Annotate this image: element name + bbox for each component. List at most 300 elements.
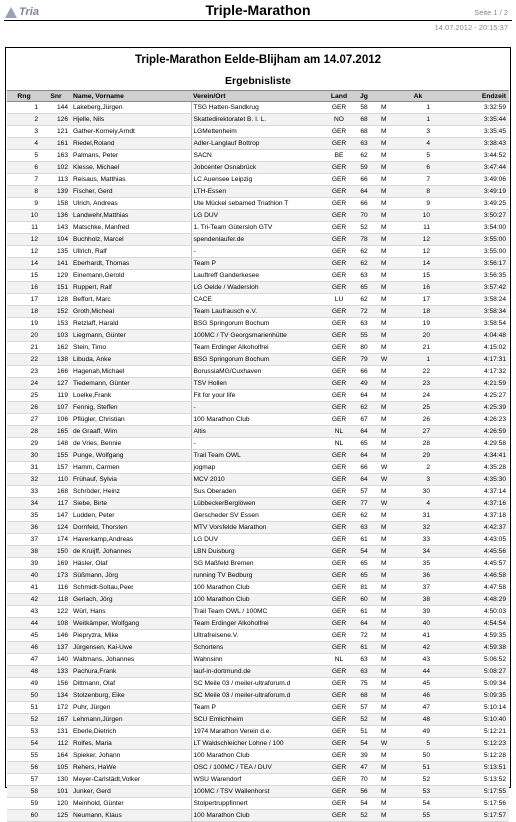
- country-cell: GER: [325, 690, 353, 702]
- club-cell: SC Meile 03 / meiler-ultraforum.d: [191, 690, 325, 702]
- club-cell: Team Erdinger Alkoholfrei: [191, 618, 325, 630]
- club-cell: Gerscheder SV Essen: [191, 510, 325, 522]
- name-cell: Riedel,Roland: [71, 138, 191, 150]
- rank-cell: 29: [7, 438, 41, 450]
- age-class-cell: 41: [403, 630, 433, 642]
- year-cell: 61: [353, 606, 375, 618]
- year-cell: 62: [353, 510, 375, 522]
- start-number-cell: 133: [41, 666, 71, 678]
- country-cell: GER: [325, 450, 353, 462]
- club-cell: LG DUV: [191, 534, 325, 546]
- start-number-cell: 141: [41, 258, 71, 270]
- year-cell: 66: [353, 366, 375, 378]
- finish-time-cell: 4:35:30: [433, 474, 509, 486]
- name-cell: Loelke,Frank: [71, 390, 191, 402]
- country-cell: GER: [325, 498, 353, 510]
- rank-cell: 15: [7, 270, 41, 282]
- column-header-sex: [375, 91, 403, 102]
- year-cell: 62: [353, 246, 375, 258]
- start-number-cell: 148: [41, 438, 71, 450]
- club-cell: Team Laufrausch e.V.: [191, 306, 325, 318]
- column-header-country: Land: [325, 91, 353, 102]
- name-cell: Würl, Hans: [71, 606, 191, 618]
- finish-time-cell: 4:47:58: [433, 582, 509, 594]
- rank-cell: 19: [7, 318, 41, 330]
- table-row: [7, 114, 509, 126]
- name-cell: Gather-Korneiy,Arndt: [71, 126, 191, 138]
- table-row: [7, 318, 509, 330]
- table-row: [7, 546, 509, 558]
- sex-cell: M: [375, 174, 403, 186]
- sex-cell: M: [375, 522, 403, 534]
- table-row: [7, 534, 509, 546]
- finish-time-cell: 4:37:14: [433, 486, 509, 498]
- country-cell: GER: [325, 678, 353, 690]
- year-cell: 67: [353, 414, 375, 426]
- club-cell: Team P: [191, 702, 325, 714]
- start-number-cell: 116: [41, 582, 71, 594]
- year-cell: 47: [353, 762, 375, 774]
- name-cell: Liegmann, Günter: [71, 330, 191, 342]
- sex-cell: M: [375, 558, 403, 570]
- results-subtitle: Ergebnisliste: [225, 75, 291, 87]
- name-cell: Lakeberg,Jürgen: [71, 102, 191, 114]
- rank-cell: 22: [7, 354, 41, 366]
- country-cell: GER: [325, 618, 353, 630]
- sex-cell: M: [375, 486, 403, 498]
- age-class-cell: 22: [403, 366, 433, 378]
- country-cell: NL: [325, 438, 353, 450]
- name-cell: Rehers, HaWe: [71, 762, 191, 774]
- start-number-cell: 126: [41, 114, 71, 126]
- name-cell: Meinhold, Günter: [71, 798, 191, 810]
- age-class-cell: 23: [403, 378, 433, 390]
- finish-time-cell: 5:12:28: [433, 750, 509, 762]
- age-class-cell: 35: [403, 558, 433, 570]
- start-number-cell: 173: [41, 570, 71, 582]
- country-cell: GER: [325, 750, 353, 762]
- country-cell: NO: [325, 114, 353, 126]
- rank-cell: 41: [7, 582, 41, 594]
- sex-cell: M: [375, 546, 403, 558]
- finish-time-cell: 5:13:51: [433, 762, 509, 774]
- name-cell: Spieker, Johann: [71, 750, 191, 762]
- finish-time-cell: 4:35:28: [433, 462, 509, 474]
- start-number-cell: 108: [41, 618, 71, 630]
- finish-time-cell: 4:43:05: [433, 534, 509, 546]
- finish-time-cell: 3:44:52: [433, 150, 509, 162]
- club-cell: -: [191, 246, 325, 258]
- finish-time-cell: 5:12:21: [433, 726, 509, 738]
- table-row: [7, 678, 509, 690]
- year-cell: 57: [353, 486, 375, 498]
- sex-cell: M: [375, 714, 403, 726]
- table-row: [7, 558, 509, 570]
- club-cell: SACN: [191, 150, 325, 162]
- finish-time-cell: 5:17:56: [433, 798, 509, 810]
- finish-time-cell: 5:09:35: [433, 690, 509, 702]
- rank-cell: 53: [7, 726, 41, 738]
- country-cell: GER: [325, 558, 353, 570]
- year-cell: 65: [353, 438, 375, 450]
- column-header-club: Verein/Ort: [191, 91, 325, 102]
- finish-time-cell: 4:29:58: [433, 438, 509, 450]
- name-cell: Lehmann,Jürgen: [71, 714, 191, 726]
- start-number-cell: 131: [41, 726, 71, 738]
- sex-cell: M: [375, 186, 403, 198]
- rank-cell: 6: [7, 162, 41, 174]
- country-cell: GER: [325, 186, 353, 198]
- start-number-cell: 161: [41, 138, 71, 150]
- rank-cell: 12: [7, 234, 41, 246]
- start-number-cell: 144: [41, 102, 71, 114]
- year-cell: 63: [353, 522, 375, 534]
- country-cell: GER: [325, 126, 353, 138]
- year-cell: 66: [353, 174, 375, 186]
- year-cell: 52: [353, 714, 375, 726]
- rank-cell: 23: [7, 366, 41, 378]
- finish-time-cell: 3:54:00: [433, 222, 509, 234]
- sex-cell: M: [375, 630, 403, 642]
- club-cell: 100 Marathon Club: [191, 750, 325, 762]
- country-cell: GER: [325, 486, 353, 498]
- club-cell: 100MC / TSV Wallenhorst: [191, 786, 325, 798]
- age-class-cell: 11: [403, 222, 433, 234]
- finish-time-cell: 4:45:56: [433, 546, 509, 558]
- sex-cell: M: [375, 666, 403, 678]
- year-cell: 61: [353, 534, 375, 546]
- finish-time-cell: 3:49:06: [433, 174, 509, 186]
- age-class-cell: 5: [403, 738, 433, 750]
- rank-cell: 35: [7, 510, 41, 522]
- rank-cell: 60: [7, 810, 41, 822]
- sex-cell: M: [375, 534, 403, 546]
- club-cell: Trail Team OWL: [191, 450, 325, 462]
- year-cell: 81: [353, 582, 375, 594]
- club-cell: SG Maßfeld Bremen: [191, 558, 325, 570]
- start-number-cell: 107: [41, 402, 71, 414]
- name-cell: Hamm, Carmen: [71, 462, 191, 474]
- sex-cell: M: [375, 594, 403, 606]
- country-cell: GER: [325, 414, 353, 426]
- finish-time-cell: 5:08:27: [433, 666, 509, 678]
- name-cell: Stein, Timo: [71, 342, 191, 354]
- club-cell: LGMettenheim: [191, 126, 325, 138]
- year-cell: 39: [353, 750, 375, 762]
- rank-cell: 5: [7, 150, 41, 162]
- finish-time-cell: 5:10:14: [433, 702, 509, 714]
- results-table: [7, 90, 509, 822]
- rank-cell: 4: [7, 138, 41, 150]
- club-cell: 100MC / TV Georgsmarienhütte: [191, 330, 325, 342]
- country-cell: BE: [325, 150, 353, 162]
- country-cell: GER: [325, 366, 353, 378]
- table-row: [7, 702, 509, 714]
- table-row: [7, 618, 509, 630]
- country-cell: GER: [325, 270, 353, 282]
- year-cell: 62: [353, 258, 375, 270]
- sex-cell: M: [375, 366, 403, 378]
- age-class-cell: 12: [403, 246, 433, 258]
- table-row: [7, 210, 509, 222]
- year-cell: 63: [353, 654, 375, 666]
- country-cell: GER: [325, 762, 353, 774]
- year-cell: 62: [353, 150, 375, 162]
- rank-cell: 1: [7, 102, 41, 114]
- country-cell: GER: [325, 318, 353, 330]
- club-cell: 100 Marathon Club: [191, 810, 325, 822]
- sex-cell: M: [375, 138, 403, 150]
- table-row: [7, 150, 509, 162]
- age-class-cell: 6: [403, 162, 433, 174]
- start-number-cell: 118: [41, 594, 71, 606]
- year-cell: 49: [353, 378, 375, 390]
- table-row: [7, 690, 509, 702]
- rank-cell: 3: [7, 126, 41, 138]
- age-class-cell: 15: [403, 270, 433, 282]
- year-cell: 78: [353, 234, 375, 246]
- club-cell: Team Erdinger Alkoholfrei: [191, 342, 325, 354]
- finish-time-cell: 3:56:35: [433, 270, 509, 282]
- start-number-cell: 117: [41, 498, 71, 510]
- year-cell: 70: [353, 210, 375, 222]
- country-cell: NL: [325, 426, 353, 438]
- rank-cell: 24: [7, 378, 41, 390]
- country-cell: LU: [325, 294, 353, 306]
- year-cell: 59: [353, 162, 375, 174]
- finish-time-cell: 4:25:39: [433, 402, 509, 414]
- rank-cell: 27: [7, 414, 41, 426]
- country-cell: GER: [325, 714, 353, 726]
- year-cell: 65: [353, 570, 375, 582]
- finish-time-cell: 3:35:45: [433, 126, 509, 138]
- year-cell: 75: [353, 678, 375, 690]
- table-row: [7, 258, 509, 270]
- table-row: [7, 378, 509, 390]
- name-cell: Groth,Micheal: [71, 306, 191, 318]
- rank-cell: 46: [7, 642, 41, 654]
- country-cell: GER: [325, 174, 353, 186]
- sex-cell: M: [375, 378, 403, 390]
- name-cell: Süßmann, Jörg: [71, 570, 191, 582]
- start-number-cell: 124: [41, 522, 71, 534]
- year-cell: 72: [353, 306, 375, 318]
- club-cell: SCU Emlichheim: [191, 714, 325, 726]
- results-box: [5, 47, 511, 819]
- name-cell: Fischer, Gerd: [71, 186, 191, 198]
- rank-cell: 36: [7, 522, 41, 534]
- rank-cell: 10: [7, 210, 41, 222]
- sex-cell: M: [375, 414, 403, 426]
- age-class-cell: 1: [403, 354, 433, 366]
- print-timestamp: 14.07.2012 - 20:15:37: [434, 23, 508, 32]
- rank-cell: 47: [7, 654, 41, 666]
- rank-cell: 40: [7, 570, 41, 582]
- club-cell: spendenlaufer.de: [191, 234, 325, 246]
- club-cell: Stolpertruppfinnert: [191, 798, 325, 810]
- sex-cell: M: [375, 702, 403, 714]
- table-row: [7, 594, 509, 606]
- rank-cell: 9: [7, 198, 41, 210]
- rank-cell: 54: [7, 738, 41, 750]
- finish-time-cell: 3:49:25: [433, 198, 509, 210]
- year-cell: 52: [353, 222, 375, 234]
- sex-cell: M: [375, 582, 403, 594]
- table-header-row: [7, 91, 509, 102]
- year-cell: 56: [353, 786, 375, 798]
- start-number-cell: 113: [41, 174, 71, 186]
- rank-cell: 7: [7, 174, 41, 186]
- name-cell: Siebe, Birte: [71, 498, 191, 510]
- rank-cell: 50: [7, 690, 41, 702]
- finish-time-cell: 4:48:29: [433, 594, 509, 606]
- year-cell: 54: [353, 738, 375, 750]
- finish-time-cell: 4:17:32: [433, 366, 509, 378]
- start-number-cell: 103: [41, 330, 71, 342]
- start-number-cell: 120: [41, 798, 71, 810]
- start-number-cell: 155: [41, 450, 71, 462]
- name-cell: Frühauf, Sylvia: [71, 474, 191, 486]
- sex-cell: M: [375, 774, 403, 786]
- rank-cell: 57: [7, 774, 41, 786]
- year-cell: 77: [353, 498, 375, 510]
- country-cell: GER: [325, 594, 353, 606]
- name-cell: Fennig, Steffen: [71, 402, 191, 414]
- sex-cell: M: [375, 342, 403, 354]
- name-cell: Retzlaff, Harald: [71, 318, 191, 330]
- age-class-cell: 44: [403, 666, 433, 678]
- year-cell: 64: [353, 618, 375, 630]
- name-cell: Hjelle, Nils: [71, 114, 191, 126]
- club-cell: CACE: [191, 294, 325, 306]
- rank-cell: 44: [7, 618, 41, 630]
- table-row: [7, 282, 509, 294]
- club-cell: LBN Duisburg: [191, 546, 325, 558]
- name-cell: Libuda, Anke: [71, 354, 191, 366]
- age-class-cell: 26: [403, 414, 433, 426]
- start-number-cell: 168: [41, 486, 71, 498]
- sex-cell: M: [375, 162, 403, 174]
- name-cell: Palmans, Peter: [71, 150, 191, 162]
- start-number-cell: 150: [41, 546, 71, 558]
- country-cell: GER: [325, 630, 353, 642]
- table-row: [7, 474, 509, 486]
- start-number-cell: 127: [41, 378, 71, 390]
- table-row: [7, 246, 509, 258]
- age-class-cell: 37: [403, 582, 433, 594]
- age-class-cell: 1: [403, 114, 433, 126]
- table-row: [7, 174, 509, 186]
- results-body: [7, 102, 509, 822]
- country-cell: GER: [325, 102, 353, 114]
- table-row: [7, 570, 509, 582]
- page-indicator: Seite 1 / 2: [474, 8, 508, 17]
- table-row: [7, 510, 509, 522]
- country-cell: GER: [325, 402, 353, 414]
- table-row: [7, 810, 509, 822]
- club-cell: -: [191, 402, 325, 414]
- table-row: [7, 786, 509, 798]
- finish-time-cell: 5:12:23: [433, 738, 509, 750]
- name-cell: Neumann, Klaus: [71, 810, 191, 822]
- rank-cell: 49: [7, 678, 41, 690]
- name-cell: Eberhardt, Thomas: [71, 258, 191, 270]
- country-cell: GER: [325, 342, 353, 354]
- name-cell: Ullrich, Ralf: [71, 246, 191, 258]
- age-class-cell: 8: [403, 186, 433, 198]
- name-cell: Matschke, Manfred: [71, 222, 191, 234]
- rank-cell: 30: [7, 450, 41, 462]
- name-cell: Schmidt-Soltau,Peer: [71, 582, 191, 594]
- rank-cell: 8: [7, 186, 41, 198]
- club-cell: 1974 Marathon Verein d.e.: [191, 726, 325, 738]
- column-header-age-class: Ak: [403, 91, 433, 102]
- country-cell: GER: [325, 786, 353, 798]
- rank-cell: 38: [7, 546, 41, 558]
- name-cell: Stolzenburg, Eike: [71, 690, 191, 702]
- start-number-cell: 174: [41, 534, 71, 546]
- table-row: [7, 642, 509, 654]
- sex-cell: W: [375, 462, 403, 474]
- year-cell: 61: [353, 642, 375, 654]
- table-row: [7, 414, 509, 426]
- finish-time-cell: 5:09:34: [433, 678, 509, 690]
- start-number-cell: 128: [41, 294, 71, 306]
- name-cell: Ludden, Peter: [71, 510, 191, 522]
- club-cell: MCV 2010: [191, 474, 325, 486]
- year-cell: 70: [353, 774, 375, 786]
- table-row: [7, 522, 509, 534]
- rank-cell: 26: [7, 402, 41, 414]
- table-row: [7, 354, 509, 366]
- rank-cell: 32: [7, 474, 41, 486]
- club-cell: LT Waldschleicher Lohne / 100: [191, 738, 325, 750]
- table-row: [7, 462, 509, 474]
- finish-time-cell: 5:10:40: [433, 714, 509, 726]
- column-header-start-number: Snr: [41, 91, 71, 102]
- club-cell: 100 Marathon Club: [191, 414, 325, 426]
- finish-time-cell: 3:32:59: [433, 102, 509, 114]
- start-number-cell: 130: [41, 774, 71, 786]
- rank-cell: 52: [7, 714, 41, 726]
- age-class-cell: 24: [403, 390, 433, 402]
- start-number-cell: 101: [41, 786, 71, 798]
- country-cell: GER: [325, 666, 353, 678]
- name-cell: Häsler, Olaf: [71, 558, 191, 570]
- age-class-cell: 50: [403, 750, 433, 762]
- club-cell: Ultrafreisene.V.: [191, 630, 325, 642]
- age-class-cell: 47: [403, 702, 433, 714]
- age-class-cell: 39: [403, 606, 433, 618]
- country-cell: GER: [325, 702, 353, 714]
- table-row: [7, 630, 509, 642]
- name-cell: Jürgensen, Kai-Uwe: [71, 642, 191, 654]
- club-cell: Lauftreff Ganderkesee: [191, 270, 325, 282]
- year-cell: 63: [353, 666, 375, 678]
- table-row: [7, 654, 509, 666]
- name-cell: Ruppert, Ralf: [71, 282, 191, 294]
- name-cell: Gerlach, Jörg: [71, 594, 191, 606]
- club-cell: jogmap: [191, 462, 325, 474]
- age-class-cell: 25: [403, 402, 433, 414]
- rank-cell: 51: [7, 702, 41, 714]
- finish-time-cell: 3:50:27: [433, 210, 509, 222]
- club-cell: TSG Hatten-Sandkrug: [191, 102, 325, 114]
- rank-cell: 33: [7, 486, 41, 498]
- country-cell: GER: [325, 570, 353, 582]
- age-class-cell: 12: [403, 234, 433, 246]
- finish-time-cell: 4:45:57: [433, 558, 509, 570]
